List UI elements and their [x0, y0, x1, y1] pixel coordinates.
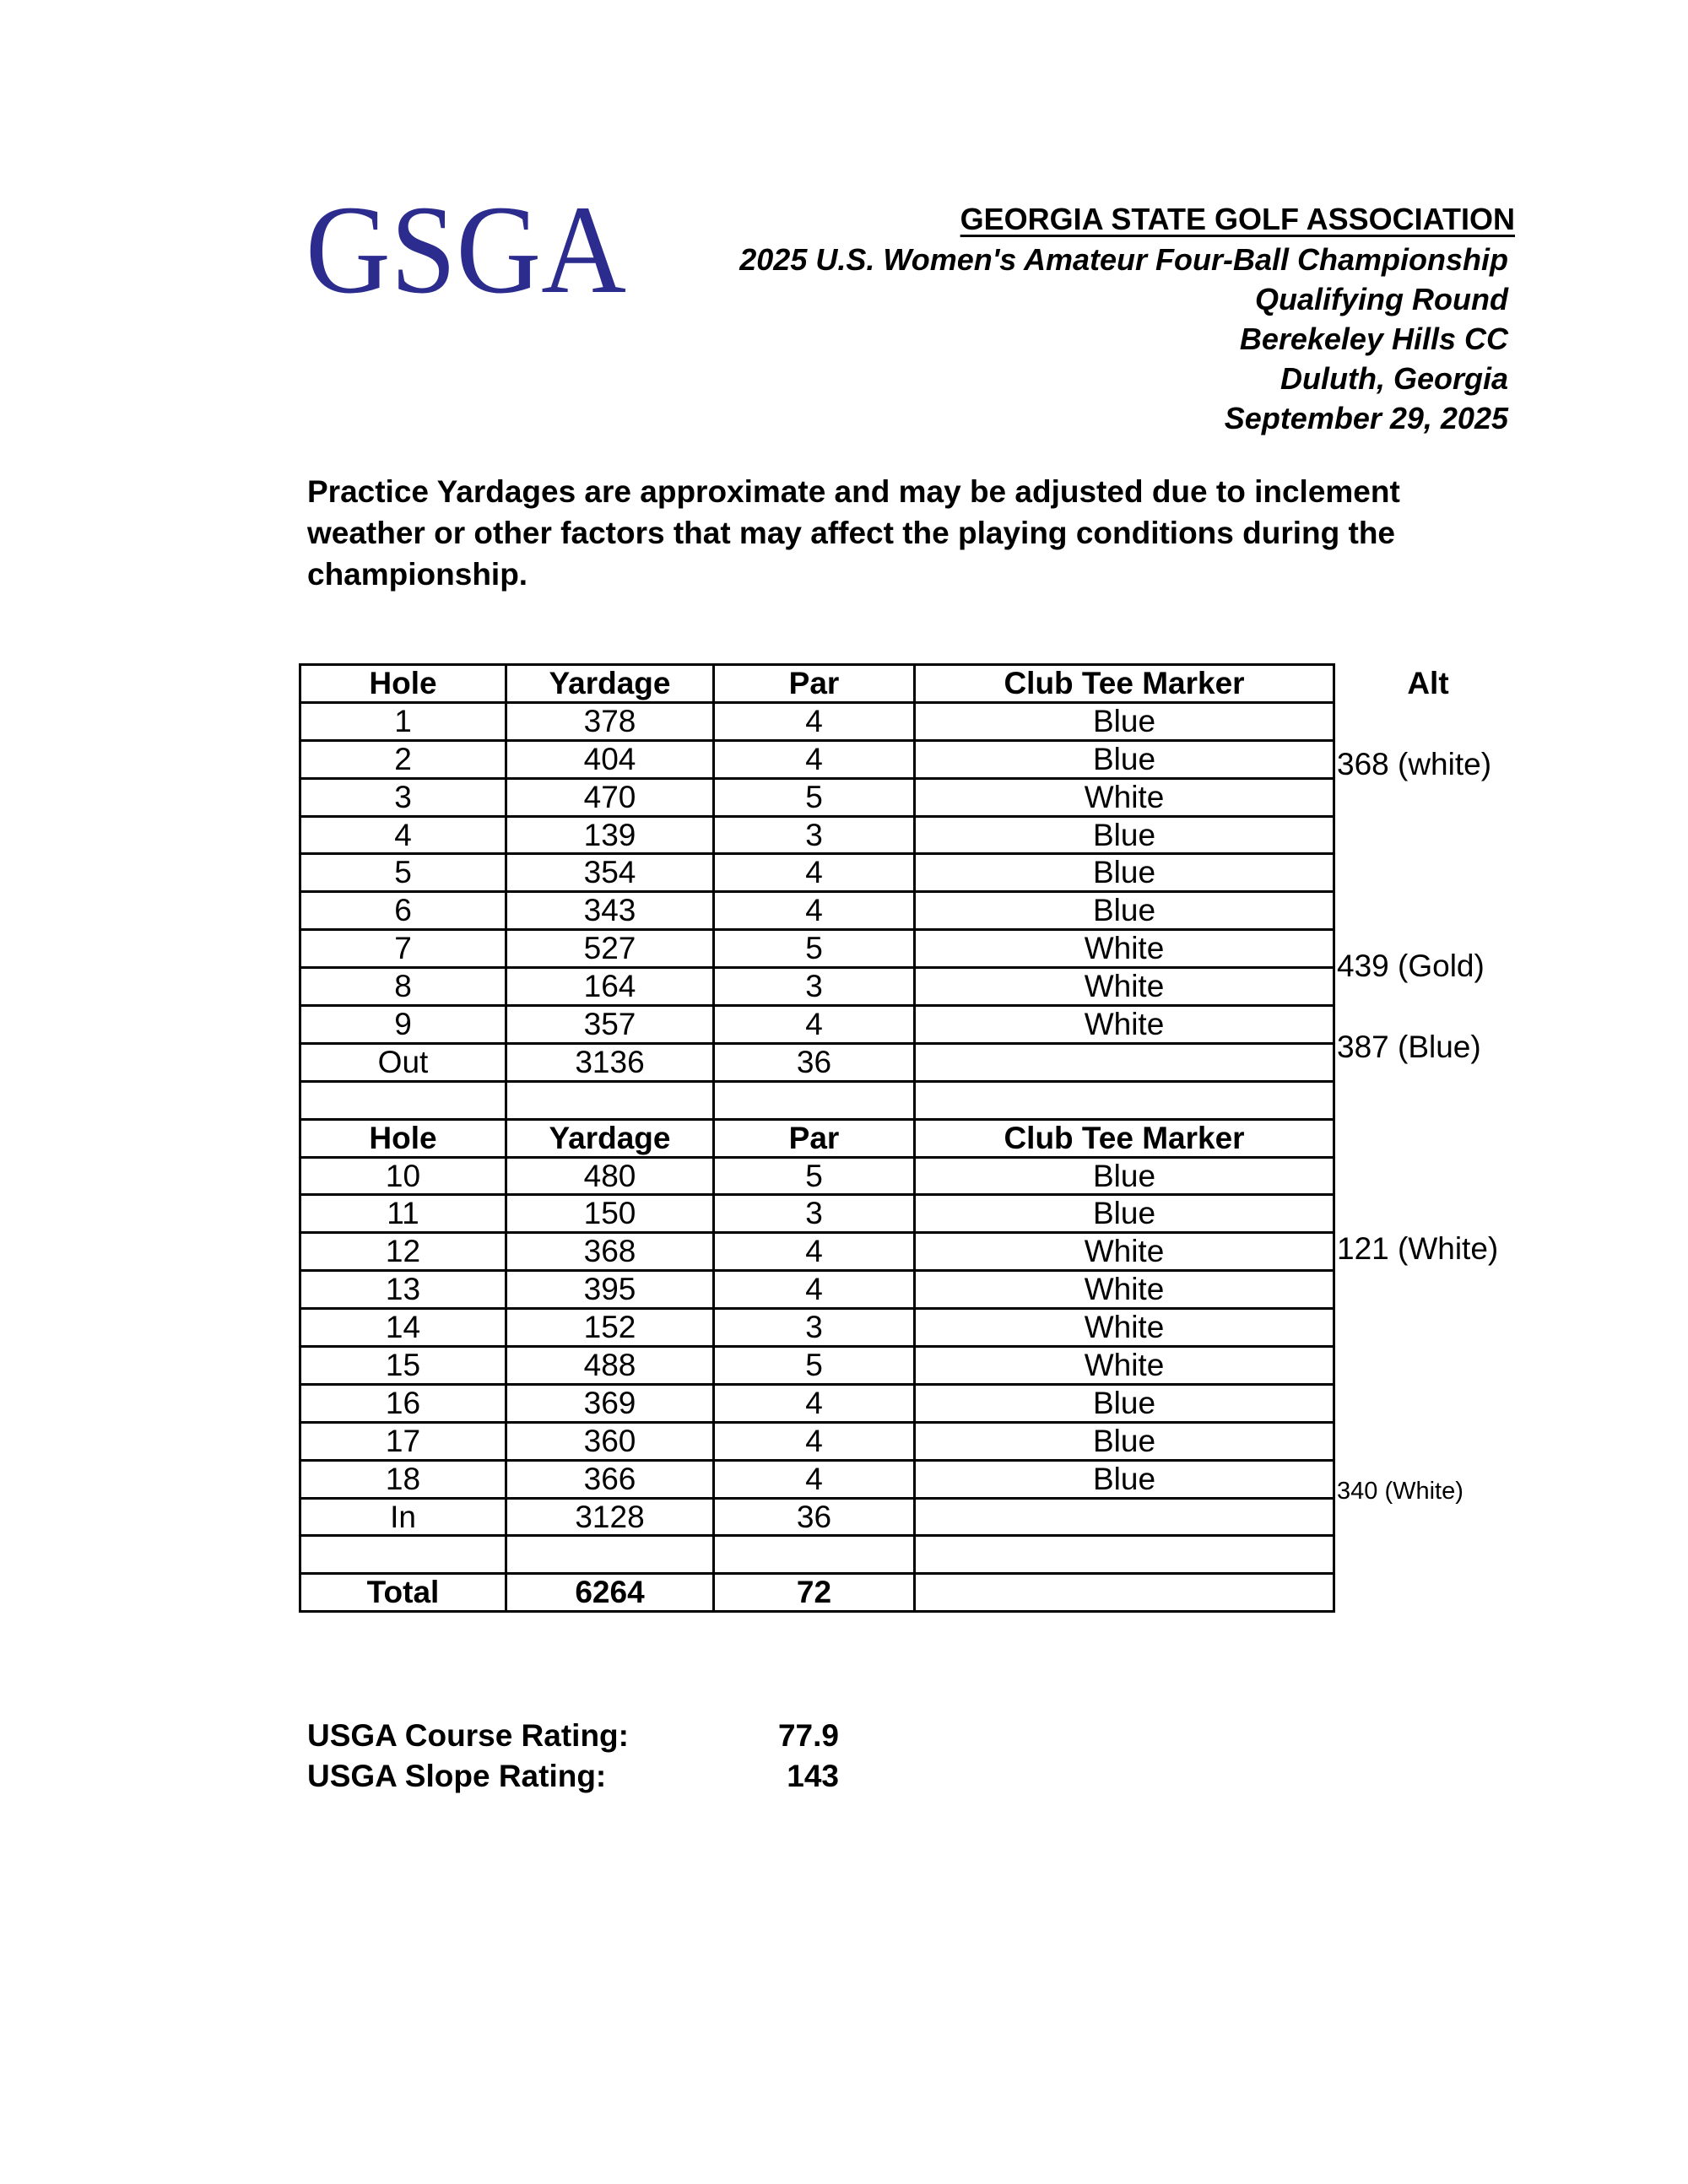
table-cell: Blue — [915, 702, 1334, 740]
table-cell: Blue — [915, 1195, 1334, 1233]
table-cell: Blue — [915, 1157, 1334, 1195]
table-cell: 9 — [300, 1006, 506, 1044]
course-rating-row — [307, 1716, 839, 1756]
table-cell — [714, 1081, 915, 1119]
table-row — [300, 740, 1334, 778]
table-cell: 368 — [506, 1233, 714, 1271]
table-row — [300, 1195, 1334, 1233]
course-rating-value: 77.9 — [777, 1718, 839, 1753]
table-cell: 4 — [714, 1271, 915, 1309]
grand-total-row — [300, 1574, 1334, 1612]
table-cell: 4 — [714, 1460, 915, 1498]
table-cell: Hole — [300, 1119, 506, 1157]
alt-empty — [1337, 1068, 1531, 1108]
table-cell — [300, 1536, 506, 1574]
table-cell: 3136 — [506, 1043, 714, 1081]
table-row — [300, 778, 1334, 816]
gsga-logo — [304, 201, 629, 300]
table-cell: 72 — [714, 1574, 915, 1612]
table-cell: White — [915, 1233, 1334, 1271]
table-cell: 3 — [714, 1195, 915, 1233]
alt-empty — [1337, 825, 1531, 866]
table-cell: 5 — [300, 854, 506, 892]
out-total-row — [300, 1043, 1334, 1081]
table-row — [300, 854, 1334, 892]
table-cell: 164 — [506, 968, 714, 1006]
table-cell: Club Tee Marker — [915, 1119, 1334, 1157]
table-cell: 5 — [714, 930, 915, 968]
table-cell: 12 — [300, 1233, 506, 1271]
table-cell: White — [915, 778, 1334, 816]
alt-empty — [1337, 1269, 1531, 1310]
table-cell: 5 — [714, 1347, 915, 1385]
event-info — [739, 240, 1508, 438]
table-cell: White — [915, 1006, 1334, 1044]
table-cell: Blue — [915, 816, 1334, 854]
table-cell: 4 — [714, 1384, 915, 1422]
table-cell: 13 — [300, 1271, 506, 1309]
table-row — [300, 968, 1334, 1006]
round-name: Qualifying Round — [1255, 282, 1508, 316]
table-cell — [915, 1536, 1334, 1574]
table-cell: 3128 — [506, 1498, 714, 1536]
slope-rating-value: 143 — [787, 1759, 839, 1793]
table-cell: 1 — [300, 702, 506, 740]
table-cell: 360 — [506, 1422, 714, 1460]
table-cell: 8 — [300, 968, 506, 1006]
table-cell: In — [300, 1498, 506, 1536]
alt-yardage: 368 (white) — [1337, 746, 1492, 781]
alt-empty — [1337, 1592, 1531, 1633]
table-row — [300, 930, 1334, 968]
alt-yardage: 121 (White) — [1337, 1231, 1499, 1267]
alt-empty — [1337, 704, 1531, 744]
table-row — [300, 1460, 1334, 1498]
table-cell — [506, 1081, 714, 1119]
alt-empty — [1337, 987, 1531, 1027]
alt-empty — [1337, 865, 1531, 905]
table-cell: 15 — [300, 1347, 506, 1385]
table-cell: 14 — [300, 1309, 506, 1347]
event-date: September 29, 2025 — [1224, 401, 1508, 435]
table-cell: Par — [714, 665, 915, 703]
table-cell: 2 — [300, 740, 506, 778]
alt-empty — [1337, 1553, 1531, 1593]
table-header-row — [300, 1119, 1334, 1157]
table-cell — [915, 1498, 1334, 1536]
alt-yardage: Alt — [1407, 666, 1449, 700]
table-cell: 488 — [506, 1347, 714, 1385]
table-row — [300, 702, 1334, 740]
alt-empty — [1337, 1391, 1531, 1431]
table-cell: 378 — [506, 702, 714, 740]
table-cell: 36 — [714, 1043, 915, 1081]
table-cell — [915, 1081, 1334, 1119]
table-cell: Blue — [915, 1422, 1334, 1460]
table-cell: 404 — [506, 740, 714, 778]
table-cell: 6 — [300, 892, 506, 930]
table-cell: Out — [300, 1043, 506, 1081]
table-row — [300, 1422, 1334, 1460]
table-cell: 480 — [506, 1157, 714, 1195]
alt-yardage: 387 (Blue) — [1337, 1030, 1481, 1065]
table-cell: 3 — [714, 968, 915, 1006]
alt-empty — [1337, 1350, 1531, 1391]
table-cell: Yardage — [506, 1119, 714, 1157]
slope-rating-label: USGA Slope Rating: — [307, 1759, 607, 1793]
table-cell: 6264 — [506, 1574, 714, 1612]
table-cell: 4 — [714, 1422, 915, 1460]
table-cell: White — [915, 968, 1334, 1006]
table-cell: White — [915, 1271, 1334, 1309]
table-cell — [300, 1081, 506, 1119]
venue-name: Berekeley Hills CC — [1239, 322, 1508, 356]
alt-yardage: 439 (Gold) — [1337, 949, 1485, 984]
table-cell: 152 — [506, 1309, 714, 1347]
table-cell — [915, 1574, 1334, 1612]
spacer-row — [300, 1081, 1334, 1119]
table-cell: Hole — [300, 665, 506, 703]
table-cell: Blue — [915, 892, 1334, 930]
table-row — [300, 816, 1334, 854]
table-row — [300, 1309, 1334, 1347]
table-cell: 139 — [506, 816, 714, 854]
spacer-row — [300, 1536, 1334, 1574]
table-cell: Blue — [915, 1460, 1334, 1498]
table-cell: 354 — [506, 854, 714, 892]
table-cell: White — [915, 930, 1334, 968]
table-cell: 470 — [506, 778, 714, 816]
table-cell — [506, 1536, 714, 1574]
table-cell: White — [915, 1347, 1334, 1385]
table-cell: 357 — [506, 1006, 714, 1044]
table-cell: 18 — [300, 1460, 506, 1498]
table-cell: 395 — [506, 1271, 714, 1309]
table-row — [300, 1157, 1334, 1195]
table-row — [300, 892, 1334, 930]
alt-empty — [1337, 1189, 1531, 1230]
table-cell: 4 — [714, 892, 915, 930]
event-name: 2025 U.S. Women's Amateur Four-Ball Championship — [739, 242, 1508, 277]
table-cell: 4 — [714, 702, 915, 740]
table-cell: 3 — [714, 1309, 915, 1347]
table-row — [300, 1347, 1334, 1385]
alt-empty — [1337, 785, 1531, 825]
table-cell: 369 — [506, 1384, 714, 1422]
table-cell: 150 — [506, 1195, 714, 1233]
table-row — [300, 1271, 1334, 1309]
table-cell: 3 — [300, 778, 506, 816]
table-cell — [915, 1043, 1334, 1081]
table-cell: 4 — [714, 740, 915, 778]
alt-empty — [1337, 1633, 1531, 1673]
alt-empty — [1337, 1431, 1531, 1472]
logo-text: GSGA — [306, 201, 626, 300]
alt-empty — [1337, 1310, 1531, 1350]
table-cell: 4 — [714, 1006, 915, 1044]
alt-column — [1337, 663, 1531, 1673]
table-cell: Par — [714, 1119, 915, 1157]
table-cell: Club Tee Marker — [915, 665, 1334, 703]
alt-empty — [1337, 905, 1531, 946]
yardage-table — [299, 663, 1335, 1613]
table-cell: 3 — [714, 816, 915, 854]
slope-rating-row — [307, 1756, 839, 1797]
table-cell: Blue — [915, 1384, 1334, 1422]
table-cell: 7 — [300, 930, 506, 968]
alt-yardage: 340 (White) — [1337, 1477, 1463, 1505]
table-header-row — [300, 665, 1334, 703]
usga-ratings — [307, 1716, 839, 1797]
table-cell: 4 — [714, 854, 915, 892]
table-cell: 4 — [714, 1233, 915, 1271]
table-cell: White — [915, 1309, 1334, 1347]
table-cell: 16 — [300, 1384, 506, 1422]
table-row — [300, 1006, 1334, 1044]
table-cell: 36 — [714, 1498, 915, 1536]
alt-empty — [1337, 1512, 1531, 1553]
table-cell — [714, 1536, 915, 1574]
table-cell: Blue — [915, 854, 1334, 892]
table-row — [300, 1384, 1334, 1422]
table-cell: 343 — [506, 892, 714, 930]
venue-location: Duluth, Georgia — [1280, 361, 1508, 396]
table-cell: 5 — [714, 778, 915, 816]
table-cell: Total — [300, 1574, 506, 1612]
table-cell: 527 — [506, 930, 714, 968]
organization-title: GEORGIA STATE GOLF ASSOCIATION — [960, 202, 1515, 236]
alt-empty — [1337, 1108, 1531, 1149]
table-cell: Blue — [915, 740, 1334, 778]
course-rating-label: USGA Course Rating: — [307, 1718, 629, 1753]
table-cell: 5 — [714, 1157, 915, 1195]
table-row — [300, 1233, 1334, 1271]
table-cell: 17 — [300, 1422, 506, 1460]
gsga-logo-icon — [304, 201, 629, 300]
table-cell: 366 — [506, 1460, 714, 1498]
table-cell: Yardage — [506, 665, 714, 703]
yardage-disclaimer: Practice Yardages are approximate and may be adjusted due to inclement weather or other factors that may affect the playing conditions during the championship. — [307, 474, 1400, 592]
alt-empty — [1337, 1149, 1531, 1189]
in-total-row — [300, 1498, 1334, 1536]
table-cell: 10 — [300, 1157, 506, 1195]
table-cell: 4 — [300, 816, 506, 854]
table-cell: 11 — [300, 1195, 506, 1233]
